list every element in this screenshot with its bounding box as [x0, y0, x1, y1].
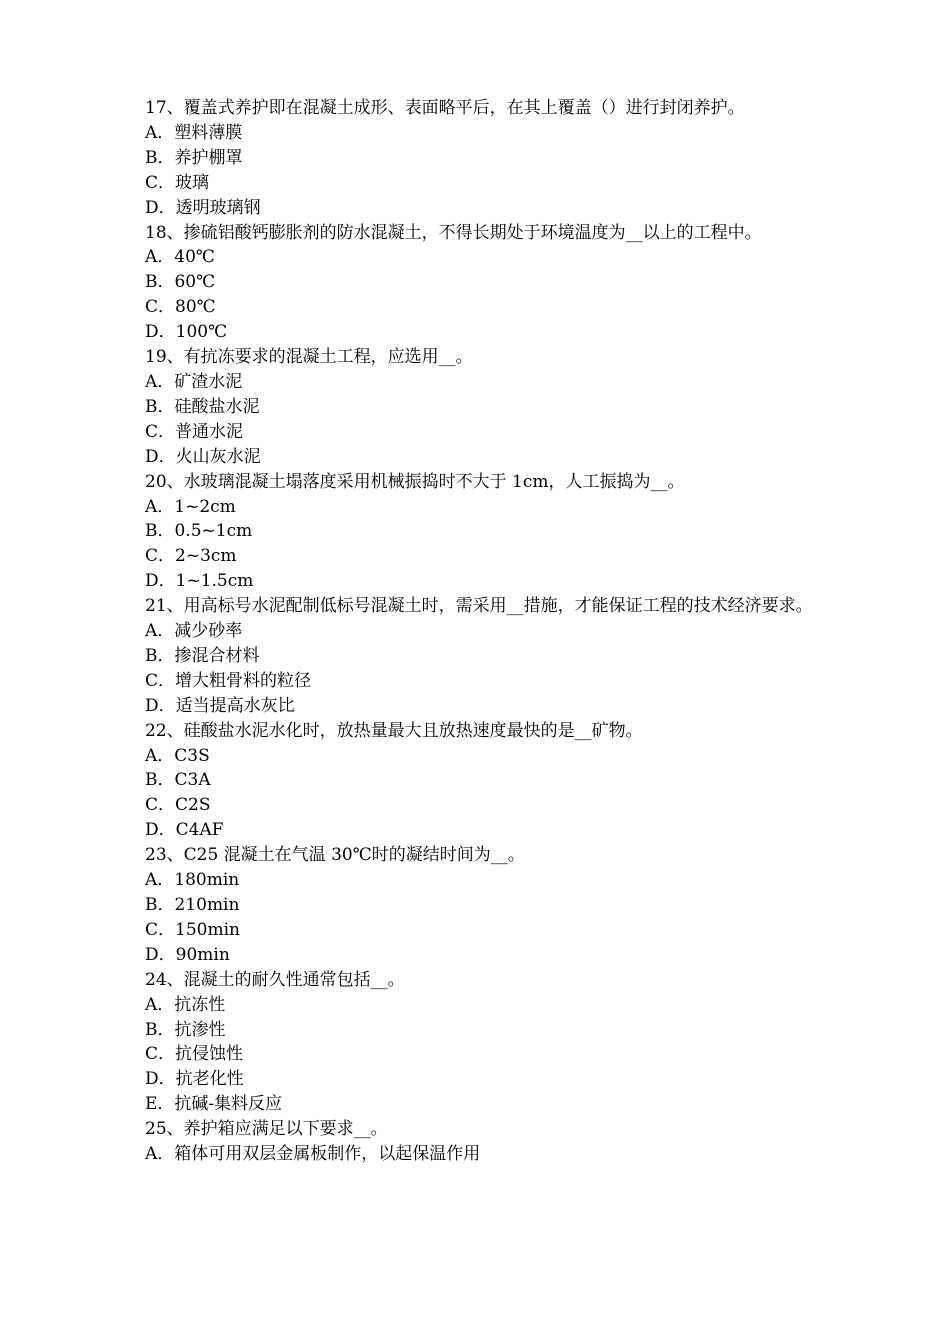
option-d: D．C4AF — [145, 820, 224, 841]
question-stem: 17、覆盖式养护即在混凝土成形、表面略平后，在其上覆盖（）进行封闭养护。 — [145, 98, 745, 118]
option-d: D．1~1.5cm — [145, 571, 254, 592]
option-a: A．C3S — [145, 745, 210, 766]
option-c: C．增大粗骨料的粒径 — [145, 670, 312, 691]
question-21 — [145, 594, 815, 719]
option-a: A．箱体可用双层金属板制作，以起保温作用 — [145, 1144, 481, 1165]
option-a: A．矿渣水泥 — [145, 371, 243, 392]
option-b: B．210min — [145, 895, 240, 915]
question-stem: 19、有抗冻要求的混凝土工程，应选用__。 — [145, 347, 473, 368]
option-a: A．抗冻性 — [145, 994, 226, 1015]
option-e: E．抗碱-集料反应 — [145, 1094, 283, 1115]
question-stem: 22、硅酸盐水泥水化时，放热量最大且放热速度最快的是__矿物。 — [145, 720, 643, 741]
question-22 — [145, 719, 815, 844]
option-c: C．150min — [145, 919, 240, 940]
document-page — [145, 96, 815, 1167]
question-24 — [145, 968, 815, 1117]
option-c: C．2~3cm — [145, 546, 237, 567]
option-a: A．180min — [145, 870, 240, 891]
question-18 — [145, 221, 815, 346]
question-23 — [145, 843, 815, 968]
option-a: A．1~2cm — [145, 496, 236, 517]
question-stem: 24、混凝土的耐久性通常包括__。 — [145, 969, 405, 990]
option-c: C．C2S — [145, 795, 211, 816]
question-stem: 18、掺硫铝酸钙膨胀剂的防水混凝土，不得长期处于环境温度为__以上的工程中。 — [145, 222, 762, 243]
option-b: B．养护棚罩 — [145, 147, 243, 168]
option-a: A．40℃ — [145, 247, 215, 268]
option-a: A．塑料薄膜 — [145, 122, 243, 143]
question-17 — [145, 96, 815, 221]
question-stem: 25、养护箱应满足以下要求__。 — [145, 1119, 388, 1140]
option-d: D．透明玻璃钢 — [145, 197, 261, 218]
option-c: C．普通水泥 — [145, 421, 244, 442]
option-b: B．0.5~1cm — [145, 521, 253, 542]
option-c: C．抗侵蚀性 — [145, 1044, 244, 1065]
question-19 — [145, 345, 815, 470]
question-25 — [145, 1117, 815, 1167]
option-b: B．抗渗性 — [145, 1019, 226, 1040]
option-c: C．80℃ — [145, 297, 216, 318]
question-20 — [145, 470, 815, 595]
option-d: D．90min — [145, 944, 230, 965]
option-b: B．掺混合材料 — [145, 645, 260, 666]
option-d: D．抗老化性 — [145, 1069, 244, 1090]
question-stem: 20、水玻璃混凝土塌落度采用机械振捣时不大于 1cm，人工振捣为__。 — [145, 471, 685, 492]
option-c: C．玻璃 — [145, 172, 210, 193]
question-stem: 23、C25 混凝土在气温 30℃时的凝结时间为__。 — [145, 845, 525, 866]
option-a: A．减少砂率 — [145, 621, 243, 642]
option-b: B．C3A — [145, 770, 211, 791]
question-stem: 21、用高标号水泥配制低标号混凝土时，需采用__措施，才能保证工程的技术经济要求。 — [145, 596, 813, 617]
option-d: D．100℃ — [145, 322, 228, 343]
option-d: D．火山灰水泥 — [145, 446, 261, 467]
option-d: D．适当提高水灰比 — [145, 695, 295, 716]
option-b: B．硅酸盐水泥 — [145, 396, 260, 417]
option-b: B．60℃ — [145, 272, 216, 293]
